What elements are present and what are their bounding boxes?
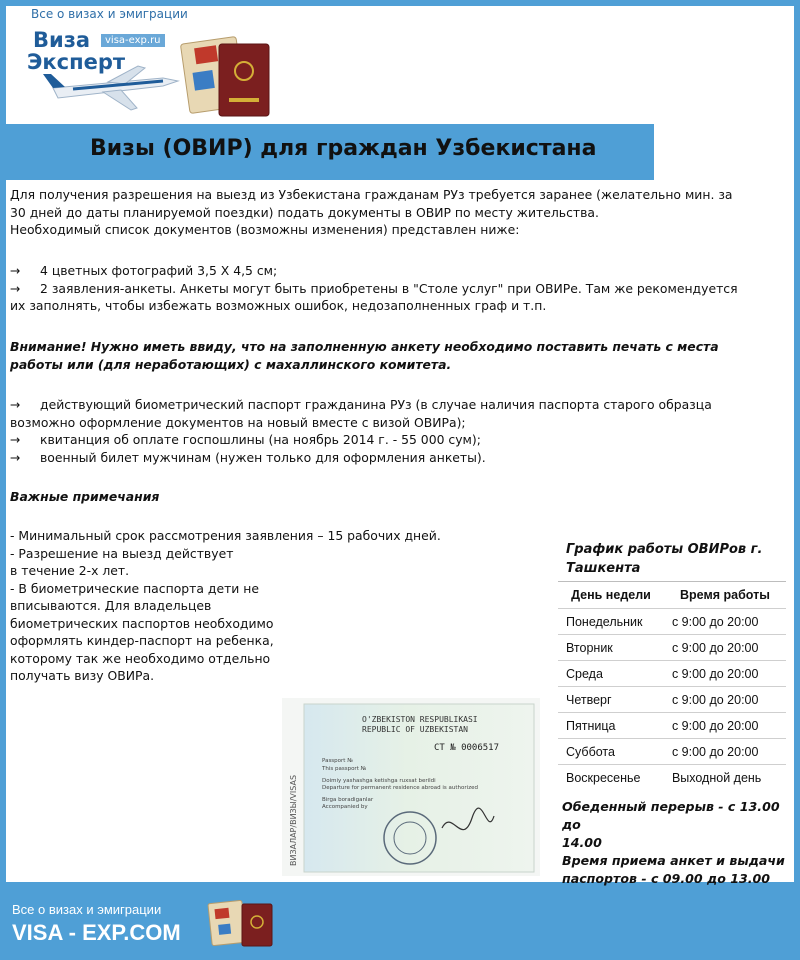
passport-visa-image	[282, 698, 540, 876]
note-line: биометрических паспортов необходимо	[10, 615, 274, 631]
col-day-header: День недели	[558, 582, 664, 609]
passport-field: Departure for permanent residence abroad is authorized	[322, 785, 478, 791]
note-line: вписываются. Для владельцев	[10, 598, 212, 613]
arrow-icon: →	[10, 432, 21, 447]
passport-field: Doimiy yashashga ketishga ruxsat berildi	[322, 778, 436, 784]
note-line: - Разрешение на выезд действует	[10, 545, 234, 561]
list-item-continuation: возможно оформление документов на новый вместе с визой ОВИРа);	[10, 414, 466, 430]
note-line: получать визу ОВИРа.	[10, 668, 155, 683]
passport-number: СТ № 0006517	[434, 743, 500, 753]
passport-field: Passport №	[322, 758, 353, 764]
table-row	[558, 635, 786, 661]
logo-url: visa-exp.ru	[101, 34, 165, 47]
list-item-continuation: их заполнять, чтобы избежать возможных ошибок, недозаполненных граф и т.п.	[10, 298, 547, 313]
day-cell: Пятница	[558, 713, 664, 739]
passport-field: This passport №	[322, 766, 367, 772]
arrow-icon: →	[10, 449, 21, 465]
passport-field: Accompanied by	[322, 804, 368, 810]
col-time-header: Время работы	[664, 582, 786, 609]
documents-list-1	[10, 262, 738, 315]
list-item-text: квитанция об оплате госпошлины (на ноябрь 2014 г. - 55 000 сум);	[40, 432, 481, 447]
reception-hours: Время приема анкет и выдачи	[562, 853, 785, 868]
table-row	[558, 765, 786, 791]
logo-word-2: Эксперт	[27, 50, 126, 74]
list-item-text: действующий биометрический паспорт гражданина РУз (в случае наличия паспорта старого образца	[40, 397, 712, 412]
list-item	[10, 396, 712, 414]
table-row	[558, 739, 786, 765]
time-cell: с 9:00 до 20:00	[664, 661, 786, 687]
list-item	[10, 431, 712, 449]
note-line: в течение 2-х лет.	[10, 563, 130, 578]
logo-word-1: Виза	[33, 28, 91, 52]
lunch-break: 14.00	[562, 835, 602, 850]
time-cell: с 9:00 до 20:00	[664, 739, 786, 765]
lunch-break: Обеденный перерыв - с 13.00 до	[562, 799, 780, 832]
day-cell: Четверг	[558, 687, 664, 713]
intro-line: Необходимый список документов (возможны изменения) представлен ниже:	[10, 222, 520, 237]
list-item-text: 2 заявления-анкеты. Анкеты могут быть приобретены в "Столе услуг" при ОВИРе. Там же рекомендуется	[40, 280, 738, 296]
notes-heading: Важные примечания	[10, 489, 160, 504]
time-cell: с 9:00 до 20:00	[664, 609, 786, 635]
passport-header-2: REPUBLIC OF UZBEKISTAN	[362, 725, 468, 734]
day-cell: Суббота	[558, 739, 664, 765]
passport-book-icon	[206, 898, 276, 948]
note-line: - В биометрические паспорта дети не	[10, 580, 260, 596]
warning-note	[10, 338, 719, 373]
warning-line: работы или (для неработающих) с махаллинского комитета.	[10, 356, 452, 372]
schedule-notes	[562, 798, 794, 888]
schedule-header-row	[558, 582, 786, 609]
note-line: которому так же необходимо отдельно	[10, 650, 271, 666]
site-logo[interactable]	[13, 26, 283, 122]
passport-header-1: O'ZBEKISTON RESPUBLIKASI	[362, 715, 478, 724]
note-line: оформлять киндер-паспорт на ребенка,	[10, 633, 274, 648]
list-item	[10, 280, 738, 298]
footer-tagline: Все о визах и эмиграции	[12, 902, 162, 917]
notes-list	[10, 527, 441, 685]
documents-list-2	[10, 396, 712, 466]
day-cell: Среда	[558, 661, 664, 687]
time-cell: с 9:00 до 20:00	[664, 713, 786, 739]
day-cell: Воскресенье	[558, 765, 664, 791]
day-cell: Вторник	[558, 635, 664, 661]
arrow-icon: →	[10, 397, 21, 412]
intro-line: 30 дней до даты планируемой поездки) подать документы в ОВИР по месту жительства.	[10, 204, 599, 220]
list-item	[10, 449, 712, 467]
arrow-icon: →	[10, 280, 21, 296]
schedule-title: График работы ОВИРов г. Ташкента	[566, 542, 763, 576]
header-tagline: Все о визах и эмиграции	[31, 7, 188, 21]
passport-side-label: ВИЗАЛАР/ВИЗЫ/VISAS	[289, 774, 298, 866]
table-row	[558, 609, 786, 635]
list-item-text: военный билет мужчинам (нужен только для оформления анкеты).	[40, 449, 486, 465]
reception-hours: паспортов - с 09.00 до 13.00	[562, 871, 771, 886]
note-line: - Минимальный срок рассмотрения заявления – 15 рабочих дней.	[10, 528, 441, 543]
warning-line: Внимание! Нужно иметь ввиду, что на заполненную анкету необходимо поставить печать с места	[10, 339, 719, 354]
arrow-icon: →	[10, 263, 21, 278]
day-cell: Понедельник	[558, 609, 664, 635]
time-cell: с 9:00 до 20:00	[664, 635, 786, 661]
time-cell: Выходной день	[664, 765, 786, 791]
table-row	[558, 687, 786, 713]
passport-graphic	[282, 698, 540, 876]
list-item-text: 4 цветных фотографий 3,5 Х 4,5 см;	[40, 263, 278, 278]
time-cell: с 9:00 до 20:00	[664, 687, 786, 713]
passport-field: Birga boradiganlar	[322, 797, 374, 803]
footer-brand[interactable]: VISA - EXP.COM	[12, 920, 181, 945]
intro-line: Для получения разрешения на выезд из Узбекистана гражданам РУз требуется заранее (желательно мин. за	[10, 187, 733, 202]
schedule-table	[558, 581, 786, 790]
page-title: Визы (ОВИР) для граждан Узбекистана	[90, 136, 597, 161]
table-row	[558, 713, 786, 739]
list-item	[10, 262, 738, 280]
table-row	[558, 661, 786, 687]
title-bar	[6, 124, 654, 180]
intro-paragraph	[10, 186, 733, 239]
